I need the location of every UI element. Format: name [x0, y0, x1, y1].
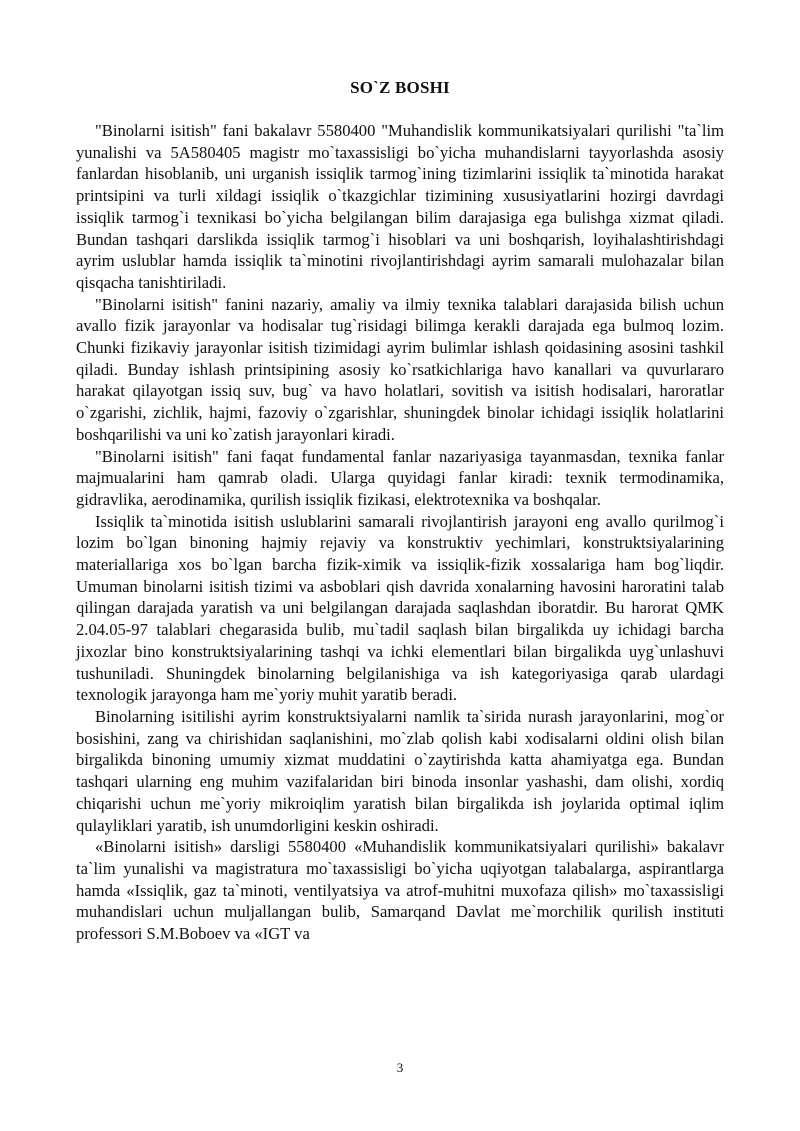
paragraph-3: "Binolarni isitish" fani faqat fundamental fanlar nazariyasiga tayanmasdan, texnika fanlar majmualarini ham qamrab oladi. Ularga quyidagi fanlar kiradi: texnik termodinamika, gidravlika, aerodinamika, qurilish issiqlik fizikasi, elektrotexnika va boshqalar.	[76, 446, 724, 509]
paragraph-5: Binolarning isitilishi ayrim konstruktsiyalarni namlik ta`sirida nurash jarayonlarini, mog`or bosishini, zang va chirishidan saqlanishini, mo`zlab qolish kabi xodisalarni oldini olish bilan birgalikda binoning umumiy xizmat muddatini o`zaytirishda katta ahamiyatga ega. Bundan tashqari ularning eng muhim vazifalaridan biri binoda insonlar yashashi, dam olishi, xordiq chiqarishi uchun me`yoriy mikroiqlim yaratish bilan birgalikda ish joylarida optimal iqlim qulayliklari yaratib, ish unumdorligini keskin oshiradi.	[76, 706, 724, 835]
page-title: SO`Z BOSHI	[350, 78, 450, 97]
paragraph-1: "Binolarni isitish" fani bakalavr 5580400 "Muhandislik kommunikatsiyalari qurilishi "ta`lim yunalishi va 5A580405 magistr mo`taxassisligi bo`yicha muhandislarni tayyorlashda asosiy fanlardan hisoblanib, uni urganish issiqlik tarmog`ining tizimlarini issiqlik ta`minotida harakat printsipini va turli xildagi issiqlik o`tkazgichlar tizimining xususiyatlarini hozirgi davrdagi issiqlik tarmog`i texnikasi bo`yicha belgilangan bilim darajasiga ega bulishga xizmat qiladi. Bundan tashqari darslikda issiqlik tarmog`i hisoblari va uni boshqarish, loyihalashtirishdagi ayrim uslublar hamda issiqlik ta`minotini rivojlantirishdagi ayrim samarali mulohazalar bilan qisqacha tanishtiriladi.	[76, 121, 724, 292]
paragraph-2: "Binolarni isitish" fanini nazariy, amaliy va ilmiy texnika talablari darajasida bilish uchun avallo fizik jarayonlar va hodisalar tug`risidagi bilimga kerakli darajada ega bulmoq lozim. Chunki fizikaviy jarayonlar isitish tizimidagi ayrim bulimlar ishlash qoidasining asosini tashkil qiladi. Bunday ishlash printsipining asosiy ko`rsatkichlariga havo kanallari va quvurlararo harakat qilayotgan issiq suv, bug` va havo holatlari, sovitish va isitish hodisalari, haroratlar o`zgarishi, zichlik, hajmi, fazoviy o`zgarishlar, shuningdek binolar ichidagi issiqlik holatlarini boshqarilishi va uni ko`zatish jarayonlari kiradi.	[76, 294, 724, 444]
document-body	[76, 120, 724, 945]
paragraph-6: «Binolarni isitish» darsligi 5580400 «Muhandislik kommunikatsiyalari qurilishi» bakalavr ta`lim yunalishi va magistratura mo`taxassisligi bo`yicha uqiyotgan talabalarga, aspirantlarga hamda «Issiqlik, gaz ta`minoti, ventilyatsiya va atrof-muhitni muxofaza qilish» mo`taxassisligi muhandislari uchun muljallangan bulib, Samarqand Davlat me`morchilik qurilish instituti professori S.M.Boboev va «IGT va	[76, 837, 724, 944]
page-number: 3	[396, 1060, 404, 1075]
paragraph-4: Issiqlik ta`minotida isitish uslublarini samarali rivojlantirish jarayoni eng avallo qurilmog`i lozim bo`lgan binoning hajmiy rejaviy va konstruktiv yechimlari, konstruktsiyalarining materiallariga xos bo`lgan barcha fizik-ximik va issiqlik-fizik xossalariga ham bog`liqdir. Umuman binolarni isitish tizimi va asboblari qish davrida xonalarning havosini haroratini talab qilingan darajada yaratish va uni belgilangan darajada saqlashdan iboratdir. Bu harorat QMK 2.04.05-97 talablari chegarasida bulib, mu`tadil saqlash bilan birgalikda uy ichidagi barcha jixozlar bino konstruktsiyalarining tashqi va ichki elementlari bilan birgalikda uyg`unlashuvi tushuniladi. Shuningdek binolarning belgilanishiga va ish kategoriyasiga qarab ulardagi texnologik jarayonga ham me`yoriy muhit yaratib beradi.	[76, 511, 724, 705]
